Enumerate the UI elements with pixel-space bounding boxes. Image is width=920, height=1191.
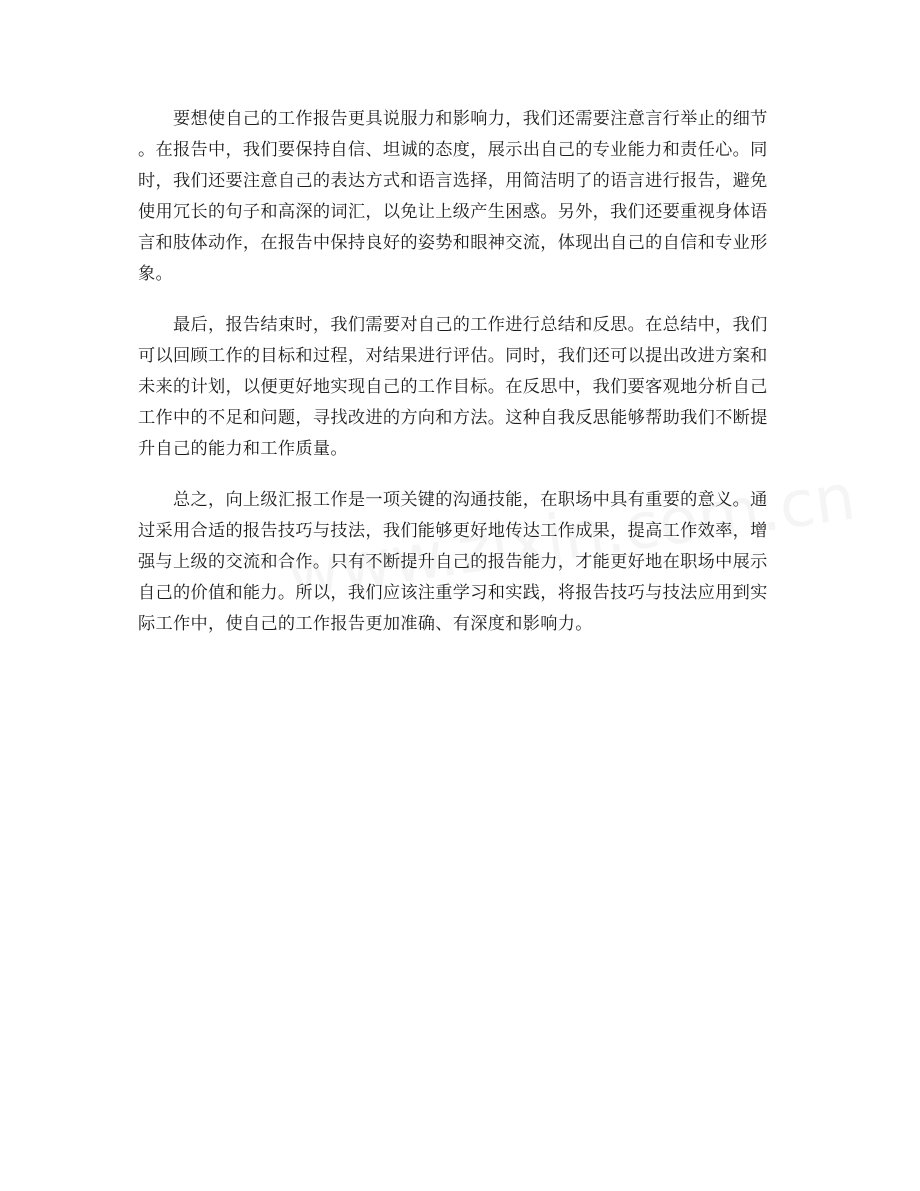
text-line: 言和肢体动作，在报告中保持良好的姿势和眼神交流，体现出自己的自信和专业形 [138, 233, 768, 253]
text-line: 使用冗长的句子和高深的词汇，以免让上级产生困惑。另外，我们还要重视身体语 [138, 202, 768, 222]
paragraph-2 [138, 310, 786, 465]
document-body [138, 104, 786, 660]
text-line: 最后，报告结束时，我们需要对自己的工作进行总结和反思。在总结中，我们 [138, 315, 768, 335]
text-line: 总之，向上级汇报工作是一项关键的沟通技能，在职场中具有重要的意义。通 [138, 490, 768, 510]
text-line: 要想使自己的工作报告更具说服力和影响力，我们还需要注意言行举止的细节 [138, 109, 768, 129]
text-line: 。在报告中，我们要保持自信、坦诚的态度，展示出自己的专业能力和责任心。同 [138, 140, 768, 160]
text-line: 际工作中，使自己的工作报告更加准确、有深度和影响力。 [138, 614, 593, 634]
paragraph-1 [138, 104, 786, 290]
text-line: 时，我们还要注意自己的表达方式和语言选择，用简洁明了的语言进行报告，避免 [138, 171, 768, 191]
text-line: 升自己的能力和工作质量。 [138, 439, 348, 459]
text-line: 象。 [138, 264, 173, 284]
text-line: 未来的计划，以便更好地实现自己的工作目标。在反思中，我们要客观地分析自己 [138, 377, 768, 397]
text-line: 过采用合适的报告技巧与技法，我们能够更好地传达工作成果，提高工作效率，增 [138, 521, 768, 541]
text-line: 工作中的不足和问题，寻找改进的方向和方法。这种自我反思能够帮助我们不断提 [138, 408, 768, 428]
text-line: 自己的价值和能力。所以，我们应该注重学习和实践，将报告技巧与技法应用到实 [138, 583, 768, 603]
paragraph-3 [138, 485, 786, 640]
text-line: 强与上级的交流和合作。只有不断提升自己的报告能力，才能更好地在职场中展示 [138, 552, 768, 572]
text-line: 可以回顾工作的目标和过程，对结果进行评估。同时，我们还可以提出改进方案和 [138, 346, 768, 366]
